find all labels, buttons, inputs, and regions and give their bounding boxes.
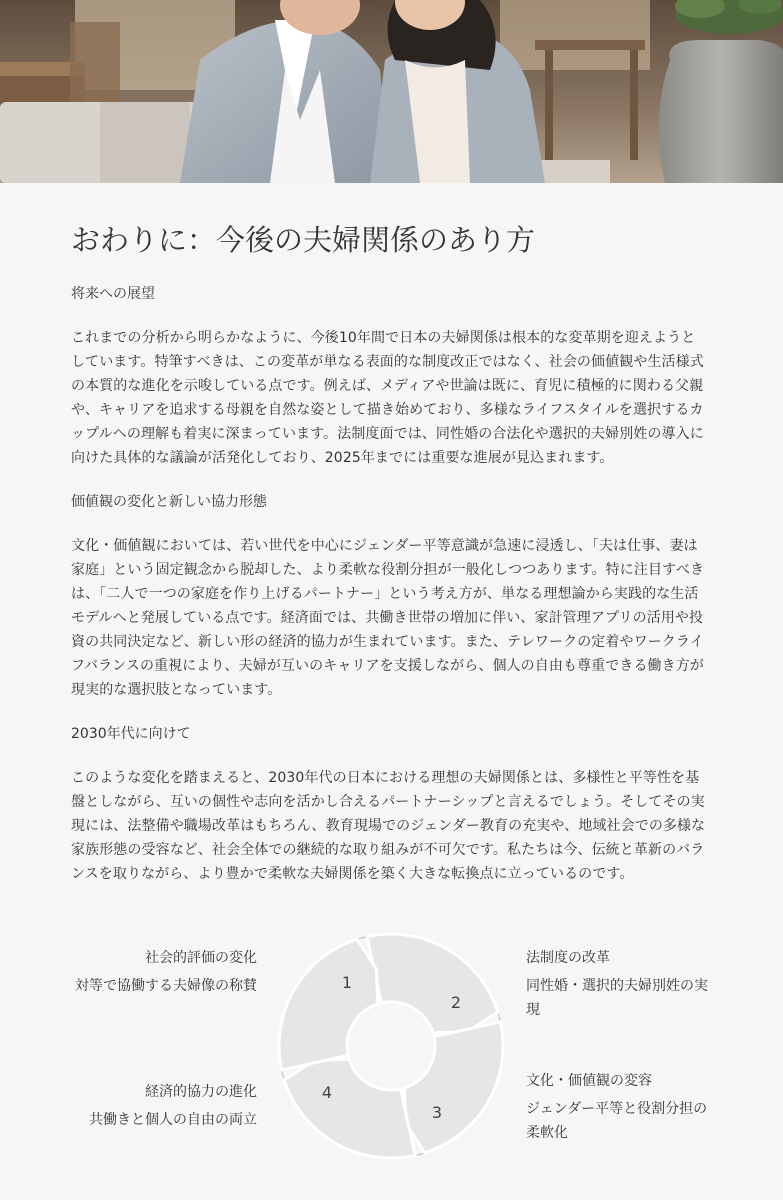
cycle-number-4: 4 [321,1083,333,1102]
section-body-outlook: これまでの分析から明らかなように、今後10年間で日本の夫婦関係は根本的な変革期を迎えようとしています。特筆すべきは、この変革が単なる表面的な制度改正ではなく、社会の価値観や生活様式の本質的な進化を示唆している点です。例えば、メディアや世論は既に、育児に積極的に関わる父親や、キャリアを追求する母親を自然な姿として描き始めており、多様なライフスタイルを選択するカップルへの理解も着実に深まっています。法制度面では、同性婚の合法化や選択的夫婦別姓の導入に向けた具体的な議論が活発化しており、2025年までには重要な進展が見込まれます。 [71,330,704,466]
cycle-item-desc: 共働きと個人の自由の両立 [89,1112,257,1128]
section-body-values: 文化・価値観においては、若い世代を中心にジェンダー平等意識が急速に浸透し、「夫は仕事、妻は家庭」という固定観念から脱却した、より柔軟な役割分担が一般化しつつあります。特に注目すべきは、「二人で一つの家庭を作り上げるパートナー」という考え方が、単なる理想論から実践的な生活モデルへと発展している点です。経済面では、共働き世帯の増加に伴い、家計管理アプリの活用や投資の共同決定など、新しい形の経済的協力が生まれています。また、テレワークの定着やワークライフバランスの重視により、夫婦が互いのキャリアを支援しながら、個人の自由も尊重できる働き方が現実的な選択肢となっています。 [71,538,705,698]
cycle-segment-3 [284,1059,415,1158]
section-heading-values: 価値観の変化と新しい協力形態 [71,494,267,510]
cycle-item-title: 社会的評価の変化 [145,950,257,966]
cycle-item-desc: ジェンダー平等と役割分担の柔軟化 [526,1101,708,1141]
cycle-item-3 [526,1069,711,1145]
cycle-segment-1 [367,934,498,1033]
section-heading-2030s: 2030年代に向けて [71,726,191,742]
hero-image [0,0,783,183]
section-body-2030s: このような変化を踏まえると、2030年代の日本における理想の夫婦関係とは、多様性と平等性を基盤としながら、互いの個性や志向を活かし合えるパートナーシップと言えるでしょう。そしてその実現には、法整備や職場改革はもちろん、教育現場でのジェンダー教育の充実や、地域社会での多様な家族形態の受容など、社会全体での継続的な取り組みが不可欠です。私たちは今、伝統と革新のバランスを取りながら、より豊かで柔軟な夫婦関係を築く大きな転換点に立っているのです。 [71,770,706,882]
cycle-item-2 [526,946,711,1022]
cycle-item-title: 経済的協力の進化 [145,1084,257,1100]
cycle-segment-4 [279,939,378,1070]
cycle-item-title: 文化・価値観の変容 [526,1073,652,1089]
cycle-item-title: 法制度の改革 [526,950,610,966]
article [71,220,707,908]
cycle-number-3: 3 [431,1103,443,1122]
page-title: おわりに：今後の夫婦関係のあり方 [71,223,536,257]
cycle-item-desc: 同性婚・選択的夫婦別姓の実現 [526,978,708,1018]
cycle-item-4 [75,1080,257,1132]
cycle-item-1 [75,946,257,998]
cycle-item-desc: 対等で協働する夫婦像の称賛 [75,978,257,994]
section-heading-outlook: 将来への展望 [71,286,155,302]
cycle-segment-2 [404,1022,503,1153]
cycle-number-1: 1 [341,973,353,992]
cycle-number-2: 2 [450,993,462,1012]
cycle-diagram [0,930,783,1170]
